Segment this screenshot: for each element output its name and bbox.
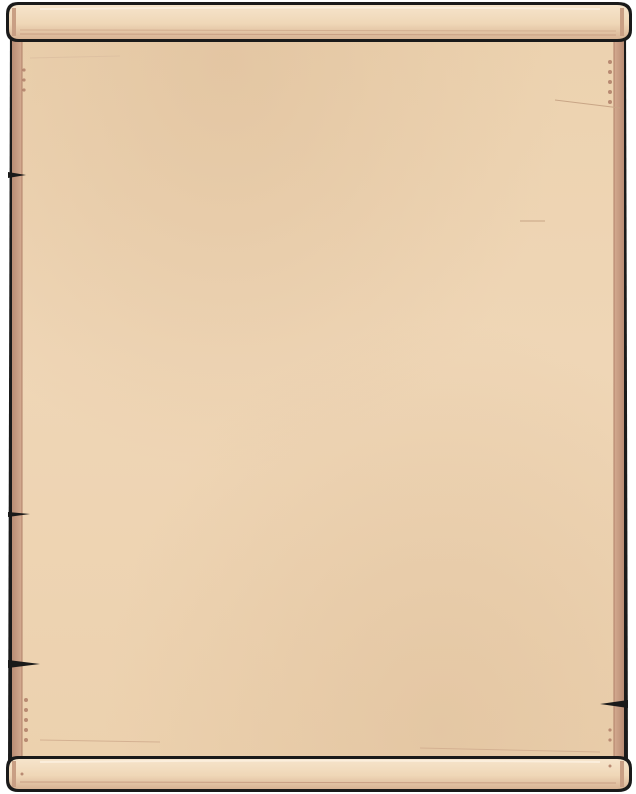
- paper-sheet: [8, 22, 628, 772]
- top-roll: [6, 2, 632, 42]
- bottom-roll: [6, 756, 632, 792]
